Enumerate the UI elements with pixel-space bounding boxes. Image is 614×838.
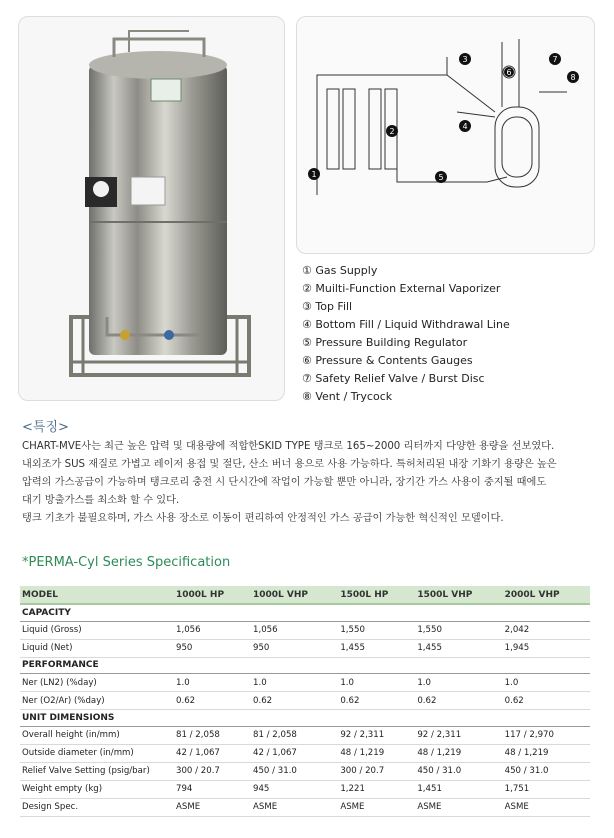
cell: 945 [251, 780, 338, 798]
diagram-label-5: 5 [438, 173, 444, 182]
header-cell: 1000L HP [174, 586, 251, 604]
cell: 950 [251, 639, 338, 657]
cell: 48 / 1,219 [503, 744, 590, 762]
section-row [20, 710, 590, 727]
row-label: Outside diameter (in/mm) [20, 744, 174, 762]
diagram-label-8: 8 [570, 73, 576, 82]
cell: 1,056 [174, 621, 251, 639]
cell: 1,550 [338, 621, 415, 639]
table-row [20, 798, 590, 816]
table-row [20, 744, 590, 762]
cell: 42 / 1,067 [251, 744, 338, 762]
row-label: Ner (O2/Ar) (%day) [20, 692, 174, 710]
table-row [20, 639, 590, 657]
cell: ASME [338, 798, 415, 816]
cell: 92 / 2,311 [338, 726, 415, 744]
section-row [20, 657, 590, 674]
spec-table [20, 586, 590, 817]
legend-item: ⑤ Pressure Building Regulator [302, 336, 468, 349]
cell: 92 / 2,311 [415, 726, 502, 744]
cell: 2,042 [503, 621, 590, 639]
cell: 450 / 31.0 [503, 762, 590, 780]
table-row [20, 762, 590, 780]
cell: 1,751 [503, 780, 590, 798]
tank-illustration [19, 17, 284, 400]
row-label: Design Spec. [20, 798, 174, 816]
cell: 1,455 [338, 639, 415, 657]
cell: 450 / 31.0 [251, 762, 338, 780]
diagram-label-6: 6 [506, 68, 512, 77]
header-cell: 1000L VHP [251, 586, 338, 604]
schematic-legend [302, 262, 602, 406]
section-label: CAPACITY [20, 604, 590, 621]
cell: 0.62 [174, 692, 251, 710]
spec-header-row [20, 586, 590, 604]
cell: 1.0 [415, 674, 502, 692]
legend-item: ① Gas Supply [302, 264, 378, 277]
cell: ASME [415, 798, 502, 816]
header-cell: MODEL [20, 586, 174, 604]
row-label: Weight empty (kg) [20, 780, 174, 798]
row-label: Liquid (Gross) [20, 621, 174, 639]
header-cell: 1500L HP [338, 586, 415, 604]
cell: 794 [174, 780, 251, 798]
cell: 1,455 [415, 639, 502, 657]
cell: 81 / 2,058 [174, 726, 251, 744]
table-row [20, 621, 590, 639]
table-row [20, 726, 590, 744]
row-label: Relief Valve Setting (psig/bar) [20, 762, 174, 780]
cell: 1,550 [415, 621, 502, 639]
cell: 1.0 [251, 674, 338, 692]
features-line: 탱크 기초가 불필요하며, 가스 사용 장소로 이동이 편리하여 안정적인 가스 공급이 가능한 혁신적인 모델이다. [22, 513, 504, 524]
cell: 950 [174, 639, 251, 657]
cell: 300 / 20.7 [338, 762, 415, 780]
schematic-svg [297, 17, 594, 253]
row-label: Ner (LN2) (%day) [20, 674, 174, 692]
cell: 300 / 20.7 [174, 762, 251, 780]
cell: ASME [503, 798, 590, 816]
features-line: 압력의 가스공급이 가능하며 탱크로리 충전 시 단시간에 작업이 가능할 뿐만 아니라, 장기간 가스 사용이 중지될 때에도 [22, 477, 547, 488]
cell: 42 / 1,067 [174, 744, 251, 762]
legend-item: ③ Top Fill [302, 300, 353, 313]
features-text [22, 438, 602, 528]
diagram-label-2: 2 [389, 127, 395, 136]
section-label: UNIT DIMENSIONS [20, 710, 590, 727]
cell: 0.62 [338, 692, 415, 710]
cell: 1.0 [174, 674, 251, 692]
cell: 48 / 1,219 [338, 744, 415, 762]
cell: 0.62 [415, 692, 502, 710]
legend-item: ⑥ Pressure & Contents Gauges [302, 354, 473, 367]
cell: ASME [174, 798, 251, 816]
row-label: Overall height (in/mm) [20, 726, 174, 744]
features-line: 내외조가 SUS 재질로 가볍고 레이저 용접 및 절단, 산소 버너 용으로 사용 가능하다. 특허처리된 내장 기화기 용량은 높은 [22, 459, 557, 470]
cell: 48 / 1,219 [415, 744, 502, 762]
cell: 1,451 [415, 780, 502, 798]
cell: 1.0 [503, 674, 590, 692]
legend-item: ⑧ Vent / Trycock [302, 390, 393, 403]
cell: ASME [251, 798, 338, 816]
features-line: CHART-MVE사는 최근 높은 압력 및 대용량에 적합한SKID TYPE 탱크로 165~2000 리터까지 다양한 용량을 선보였다. [22, 441, 555, 452]
cell: 1,056 [251, 621, 338, 639]
features-line: 대기 방출가스를 최소화 할 수 있다. [22, 495, 180, 506]
diagram-label-4: 4 [462, 122, 468, 131]
piping-schematic [296, 16, 595, 254]
cell: 117 / 2,970 [503, 726, 590, 744]
table-row [20, 674, 590, 692]
legend-item: ⑦ Safety Relief Valve / Burst Disc [302, 372, 485, 385]
cell: 0.62 [251, 692, 338, 710]
row-label: Liquid (Net) [20, 639, 174, 657]
product-photo [18, 16, 285, 401]
cell: 450 / 31.0 [415, 762, 502, 780]
section-row [20, 604, 590, 621]
spec-heading: *PERMA-Cyl Series Specification [22, 555, 231, 570]
cell: 1,221 [338, 780, 415, 798]
table-row [20, 692, 590, 710]
diagram-label-3: 3 [462, 55, 468, 64]
legend-item: ④ Bottom Fill / Liquid Withdrawal Line [302, 318, 510, 331]
legend-item: ② Muilti-Function External Vaporizer [302, 282, 501, 295]
diagram-label-7: 7 [552, 55, 558, 64]
section-label: PERFORMANCE [20, 657, 590, 674]
cell: 81 / 2,058 [251, 726, 338, 744]
features-heading: <특징> [22, 420, 69, 435]
header-cell: 2000L VHP [503, 586, 590, 604]
cell: 1.0 [338, 674, 415, 692]
cell: 0.62 [503, 692, 590, 710]
header-cell: 1500L VHP [415, 586, 502, 604]
table-row [20, 780, 590, 798]
cell: 1,945 [503, 639, 590, 657]
diagram-label-1: 1 [311, 170, 317, 179]
